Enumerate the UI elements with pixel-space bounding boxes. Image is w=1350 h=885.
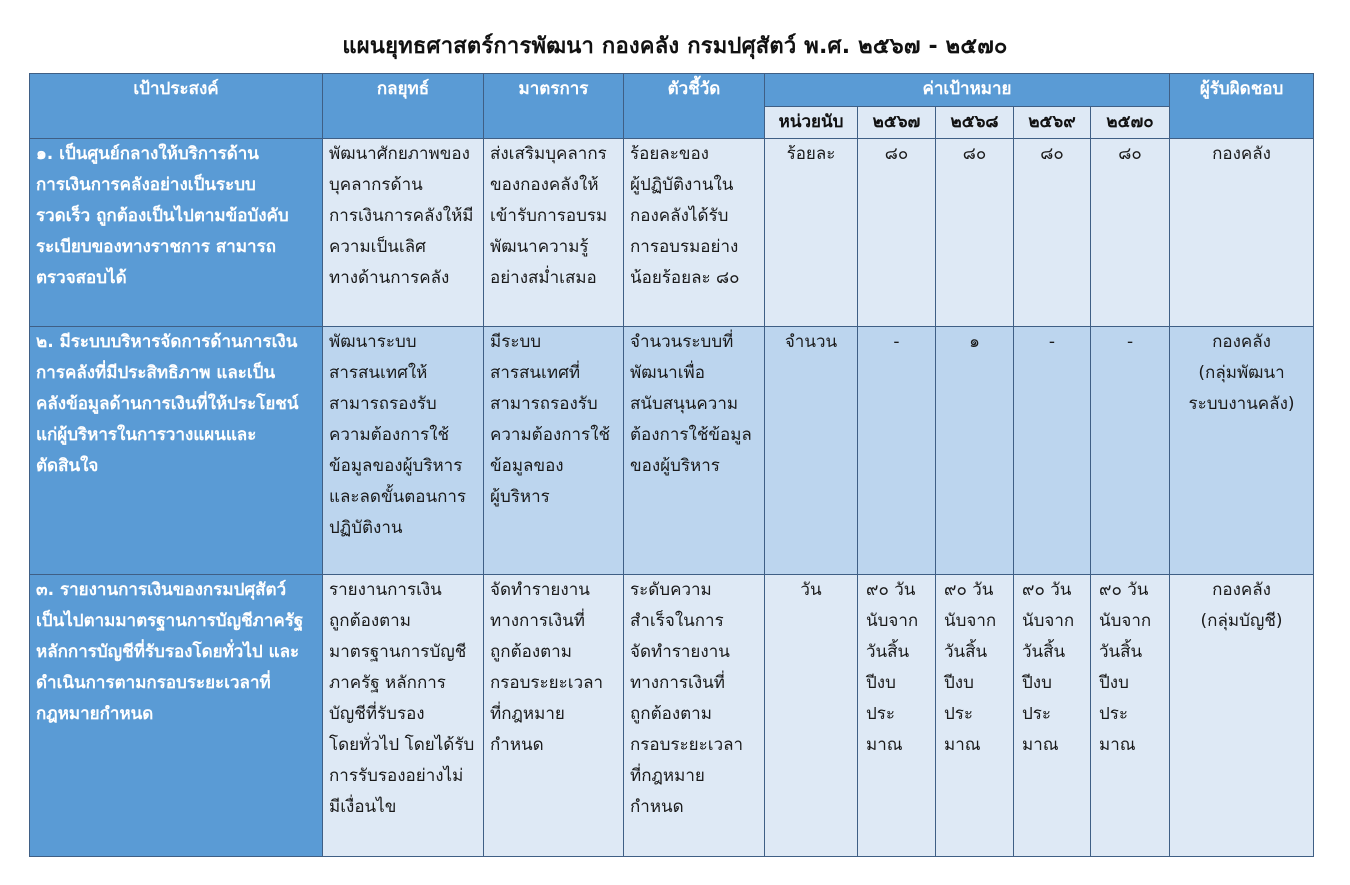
cell-line: มาณ xyxy=(944,735,981,755)
cell-line: ของผู้บริหาร xyxy=(630,456,720,476)
cell-line: - xyxy=(1048,332,1056,352)
cell-line: แก่ผู้บริหารในการวางแผนและ xyxy=(36,425,257,445)
target-cell-year-3 xyxy=(1014,575,1091,857)
cell-line: อย่างสม่ำเสมอ xyxy=(490,268,597,288)
cell-line: ๘๐ xyxy=(1040,144,1064,164)
cell-line: ผู้บริหาร xyxy=(490,487,550,507)
indicator-cell xyxy=(624,575,765,857)
header-year-2570: ๒๕๗๐ xyxy=(1091,107,1170,139)
responsible-cell xyxy=(1170,139,1314,327)
strategy-cell xyxy=(323,575,484,857)
cell-line: การคลังที่มีประสิทธิภาพ และเป็น xyxy=(36,363,276,383)
cell-line: มาณ xyxy=(1099,735,1136,755)
table-row xyxy=(30,575,1314,857)
cell-line: พัฒนาเพื่อ xyxy=(630,363,705,383)
cell-line: สำเร็จในการ xyxy=(630,611,724,631)
cell-line: ประ xyxy=(866,704,896,724)
target-cell-year-3 xyxy=(1014,139,1091,327)
cell-line: ดำเนินการตามกรอบระยะเวลาที่ xyxy=(36,673,271,693)
page-title: แผนยุทธศาสตร์การพัฒนา กองคลัง กรมปศุสัตว์ พ.ศ. ๒๕๖๗ - ๒๕๗๐ xyxy=(342,34,1008,59)
target-cell-year-1 xyxy=(858,327,936,575)
cell-line: มาณ xyxy=(866,735,903,755)
cell-line: ๒. มีระบบบริหารจัดการด้านการเงิน xyxy=(36,332,298,352)
cell-line: ทางการเงินที่ xyxy=(630,673,725,693)
header-target: ค่าเป้าหมาย xyxy=(765,74,1170,107)
header-year-2568: ๒๕๖๘ xyxy=(936,107,1014,139)
cell-line: ๘๐ xyxy=(962,144,987,164)
responsible-cell xyxy=(1170,575,1314,857)
cell-line: ข้อมูลของผู้บริหาร xyxy=(329,456,463,476)
cell-line: ระบบงานคลัง) xyxy=(1188,394,1295,414)
cell-line: สนับสนุนความ xyxy=(630,394,739,414)
cell-line: ความเป็นเลิศ xyxy=(329,237,426,257)
cell-line: กองคลัง xyxy=(1212,332,1271,352)
cell-line: ความต้องการใช้ xyxy=(329,425,450,445)
target-cell-year-2 xyxy=(936,139,1014,327)
cell-line: (กลุ่มพัฒนา xyxy=(1198,363,1285,383)
cell-line: ๘๐ xyxy=(884,144,909,164)
cell-line: ร้อยละของ xyxy=(630,144,709,164)
cell-line: ระดับความ xyxy=(630,580,712,600)
cell-line: ที่กฎหมาย xyxy=(490,704,565,724)
cell-line: มีระบบ xyxy=(490,332,542,352)
cell-line: กรอบระยะเวลา xyxy=(630,735,744,755)
cell-line: หลักการบัญชีที่รับรองโดยทั่วไป และ xyxy=(36,642,300,662)
header-objective: เป้าประสงค์ xyxy=(30,74,323,139)
table-row xyxy=(30,327,1314,575)
cell-line: นับจาก xyxy=(1099,611,1152,631)
cell-line: มีเงื่อนไข xyxy=(329,797,397,817)
cell-line: วันสิ้น xyxy=(866,642,910,662)
cell-line: คลังข้อมูลด้านการเงินที่ให้ประโยชน์ xyxy=(36,394,299,414)
cell-line: บัญชีที่รับรอง xyxy=(329,704,425,724)
cell-line: ถูกต้องตาม xyxy=(490,642,572,662)
cell-line: น้อยร้อยละ ๘๐ xyxy=(630,268,740,288)
cell-line: วันสิ้น xyxy=(1022,642,1066,662)
header-strategy: กลยุทธ์ xyxy=(323,74,484,139)
cell-line: รวดเร็ว ถูกต้องเป็นไปตามข้อบังคับ xyxy=(36,206,289,226)
cell-line: ๓. รายงานการเงินของกรมปศุสัตว์ xyxy=(36,580,287,600)
target-cell-year-1 xyxy=(858,139,936,327)
cell-line: ความต้องการใช้ xyxy=(490,425,611,445)
target-cell-year-2 xyxy=(936,327,1014,575)
cell-line: โดยทั่วไป โดยได้รับ xyxy=(329,735,475,755)
cell-line: สามารถรองรับ xyxy=(490,394,598,414)
cell-line: และลดขั้นตอนการ xyxy=(329,487,467,507)
cell-line: จัดทำรายงาน xyxy=(630,642,730,662)
cell-line: บุคลากรด้าน xyxy=(329,175,423,195)
header-unit: หน่วยนับ xyxy=(765,107,858,139)
cell-line: การเงินการคลังให้มี xyxy=(329,206,474,226)
indicator-cell xyxy=(624,139,765,327)
cell-line: - xyxy=(893,332,900,352)
target-cell-year-3 xyxy=(1014,327,1091,575)
measure-cell xyxy=(484,575,624,857)
cell-line: ๑ xyxy=(969,332,980,352)
cell-line: ปฏิบัติงาน xyxy=(329,518,403,538)
cell-line: จำนวนระบบที่ xyxy=(630,332,734,352)
cell-line: - xyxy=(1126,332,1134,352)
measure-cell xyxy=(484,327,624,575)
responsible-cell xyxy=(1170,327,1314,575)
cell-line: ปีงบ xyxy=(1022,673,1052,693)
cell-line: ของกองคลังให้ xyxy=(490,175,599,195)
cell-line: ร้อยละ xyxy=(786,144,836,164)
cell-line: ๙๐ วัน xyxy=(1099,580,1149,600)
cell-line: ๑. เป็นศูนย์กลางให้บริการด้าน xyxy=(36,144,259,164)
target-cell-year-4 xyxy=(1091,575,1170,857)
cell-line: ๙๐ วัน xyxy=(866,580,916,600)
unit-cell xyxy=(765,575,858,857)
cell-line: เป็นไปตามมาตรฐานการบัญชีภาครัฐ xyxy=(36,611,304,631)
cell-line: ประ xyxy=(1099,704,1129,724)
cell-line: ๙๐ วัน xyxy=(944,580,994,600)
cell-line: เข้ารับการอบรม xyxy=(490,206,608,226)
cell-line: ภาครัฐ หลักการ xyxy=(329,673,446,693)
unit-cell xyxy=(765,327,858,575)
cell-line: ประ xyxy=(1022,704,1052,724)
cell-line: การรับรองอย่างไม่ xyxy=(329,766,464,786)
strategy-plan-table xyxy=(29,73,1314,857)
cell-line: กำหนด xyxy=(490,735,544,755)
cell-line: ต้องการใช้ข้อมูล xyxy=(630,425,752,445)
cell-line: ประ xyxy=(944,704,974,724)
target-cell-year-2 xyxy=(936,575,1014,857)
cell-line: มาตรฐานการบัญชี xyxy=(329,642,467,662)
cell-line: พัฒนาระบบ xyxy=(329,332,417,352)
objective-cell xyxy=(30,575,323,857)
header-year-2567: ๒๕๖๗ xyxy=(858,107,936,139)
cell-line: วัน xyxy=(800,580,822,600)
cell-line: สามารถรองรับ xyxy=(329,394,437,414)
cell-line: ปีงบ xyxy=(944,673,974,693)
cell-line: จำนวน xyxy=(784,332,838,352)
cell-line: ๘๐ xyxy=(1118,144,1142,164)
cell-line: ตัดสินใจ xyxy=(36,456,99,476)
cell-line: มาณ xyxy=(1022,735,1059,755)
header-responsible: ผู้รับผิดชอบ xyxy=(1170,74,1314,139)
cell-line: กองคลัง xyxy=(1212,580,1271,600)
target-cell-year-4 xyxy=(1091,327,1170,575)
cell-line: ปีงบ xyxy=(1099,673,1129,693)
indicator-cell xyxy=(624,327,765,575)
cell-line: สารสนเทศที่ xyxy=(490,363,581,383)
cell-line: นับจาก xyxy=(944,611,997,631)
cell-line: ทางการเงินที่ xyxy=(490,611,585,631)
cell-line: กำหนด xyxy=(630,797,684,817)
cell-line: นับจาก xyxy=(1022,611,1075,631)
cell-line: ทางด้านการคลัง xyxy=(329,268,450,288)
header-measure: มาตรการ xyxy=(484,74,624,139)
unit-cell xyxy=(765,139,858,327)
cell-line: พัฒนาศักยภาพของ xyxy=(329,144,470,164)
cell-line: ถูกต้องตาม xyxy=(329,611,411,631)
cell-line: วันสิ้น xyxy=(1099,642,1143,662)
cell-line: กองคลังได้รับ xyxy=(630,206,729,226)
cell-line: ที่กฎหมาย xyxy=(630,766,705,786)
table-row xyxy=(30,139,1314,327)
cell-line: รายงานการเงิน xyxy=(329,580,442,600)
cell-line: กองคลัง xyxy=(1212,144,1271,164)
cell-line: (กลุ่มบัญชี) xyxy=(1200,611,1283,631)
header-indicator: ตัวชี้วัด xyxy=(624,74,765,139)
cell-line: นับจาก xyxy=(866,611,919,631)
cell-line: กฎหมายกำหนด xyxy=(36,704,154,724)
cell-line: การอบรมอย่าง xyxy=(630,237,739,257)
cell-line: พัฒนาความรู้ xyxy=(490,237,589,257)
strategy-cell xyxy=(323,327,484,575)
measure-cell xyxy=(484,139,624,327)
cell-line: ถูกต้องตาม xyxy=(630,704,712,724)
cell-line: ระเบียบของทางราชการ สามารถ xyxy=(36,237,277,257)
strategy-cell xyxy=(323,139,484,327)
cell-line: สารสนเทศให้ xyxy=(329,363,428,383)
target-cell-year-1 xyxy=(858,575,936,857)
cell-line: จัดทำรายงาน xyxy=(490,580,590,600)
objective-cell xyxy=(30,139,323,327)
header-year-2569: ๒๕๖๙ xyxy=(1014,107,1091,139)
cell-line: ปีงบ xyxy=(866,673,896,693)
cell-line: การเงินการคลังอย่างเป็นระบบ xyxy=(36,175,256,195)
cell-line: ส่งเสริมบุคลากร xyxy=(490,144,607,164)
cell-line: กรอบระยะเวลา xyxy=(490,673,604,693)
cell-line: วันสิ้น xyxy=(944,642,988,662)
target-cell-year-4 xyxy=(1091,139,1170,327)
cell-line: ข้อมูลของ xyxy=(490,456,564,476)
cell-line: ตรวจสอบได้ xyxy=(36,268,127,288)
cell-line: ผู้ปฏิบัติงานใน xyxy=(630,175,734,195)
objective-cell xyxy=(30,327,323,575)
cell-line: ๙๐ วัน xyxy=(1022,580,1072,600)
